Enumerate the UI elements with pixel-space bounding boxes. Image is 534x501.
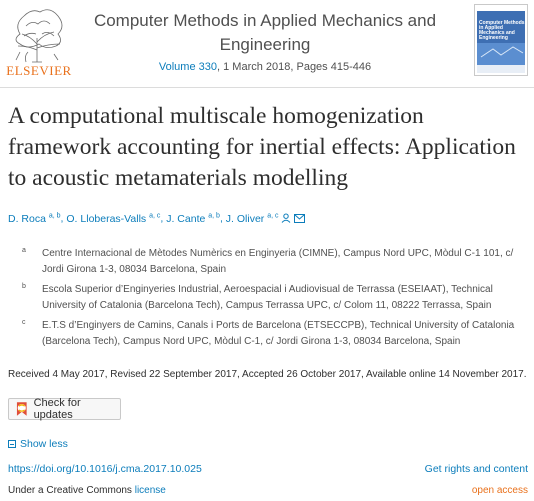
author-link[interactable] [66, 213, 160, 225]
author-affiliation-refs: a, b [48, 212, 61, 219]
author-affiliation-refs: a, b [208, 212, 220, 219]
license-prefix: Under a Creative Commons [8, 485, 135, 496]
affiliation-text: E.T.S d’Enginyers de Camins, Canals i Ports de Barcelona (ETSECCPB), Technical University of Catalonia (Barcelona Tech), Campus Nord UPC, Mòdul C-1, c/ Jordi Girona 1-3, 08034 Barcelona, Spain [42, 320, 515, 347]
show-less-toggle[interactable] [8, 438, 68, 450]
article-history: Received 4 May 2017, Revised 22 September 2017, Accepted 26 October 2017, Available online 14 November 2017. [8, 369, 527, 380]
author-link[interactable] [226, 213, 279, 225]
check-for-updates-label: Check for updates [33, 397, 81, 421]
affiliation-list [22, 246, 528, 354]
header-divider [0, 87, 534, 88]
open-access-badge: open access [471, 485, 528, 496]
volume-link[interactable]: Volume 330 [158, 61, 217, 73]
affiliation-label: b [22, 283, 26, 290]
publisher-name: ELSEVIER [6, 63, 72, 78]
journal-title[interactable]: Computer Methods in Applied Mechanics and Engineering [93, 11, 437, 54]
affiliation-label: c [22, 319, 26, 326]
affiliation-item [22, 318, 528, 350]
author-name: J. Cante [166, 212, 206, 225]
author-list: D. Roca $^{a, b}$, O. Lloberas-Valls $^{a, c}$, J. Cante $^{a, b}$, J. Oliver $^{a, c}$ [8, 212, 528, 226]
affiliation-text: Centre Internacional de Mètodes Numèrics en Enginyeria (CIMNE), Campus Nord UPC, Mòdul C-1 101, c/ Jordi Girona 1-3, 08034 Barcelona, Spain [42, 248, 514, 275]
author-link[interactable] [8, 213, 61, 225]
author-affiliation-refs: a, c [149, 212, 161, 219]
crossmark-icon [15, 401, 29, 417]
author-affiliation-refs: a, c [267, 212, 279, 219]
minus-box-icon [8, 440, 16, 448]
cover-title: Computer Methods in Applied Mechanics and Engineering [479, 20, 525, 41]
email-icon[interactable] [294, 214, 305, 226]
issue-date-pages: , 1 March 2018, Pages 415-446 [217, 61, 372, 73]
get-rights-link[interactable]: Get rights and content [424, 463, 528, 475]
affiliation-label: a [22, 247, 26, 254]
check-for-updates-button[interactable] [8, 398, 121, 420]
affiliation-item [22, 282, 528, 314]
license-link[interactable]: license [134, 485, 166, 496]
author-link[interactable] [166, 213, 220, 225]
author-name: O. Lloberas-Valls [66, 212, 147, 225]
elsevier-tree-icon [6, 4, 72, 66]
author-name: J. Oliver [225, 212, 265, 225]
affiliation-text: Escola Superior d’Enginyeries Industrial, Aeroespacial i Audiovisual de Terrassa (ESEIAAT), Technical University of Catalonia (Barcelona Tech), Campus Terrassa UPC, c/ Colom 11, 08222 Terrassa, Spain [42, 284, 493, 311]
journal-cover-image[interactable] [474, 4, 528, 76]
article-title: A computational multiscale homogenization framework accounting for inertial effects: Application to acoustic metamaterials modelling [8, 103, 516, 191]
show-less-label: Show less [20, 438, 68, 450]
journal-volume-info [80, 61, 450, 73]
person-icon[interactable] [281, 213, 291, 226]
author-name: D. Roca [8, 212, 46, 225]
license-statement [8, 485, 166, 496]
affiliation-item [22, 246, 528, 278]
doi-link[interactable]: https://doi.org/10.1016/j.cma.2017.10.025 [8, 463, 202, 475]
